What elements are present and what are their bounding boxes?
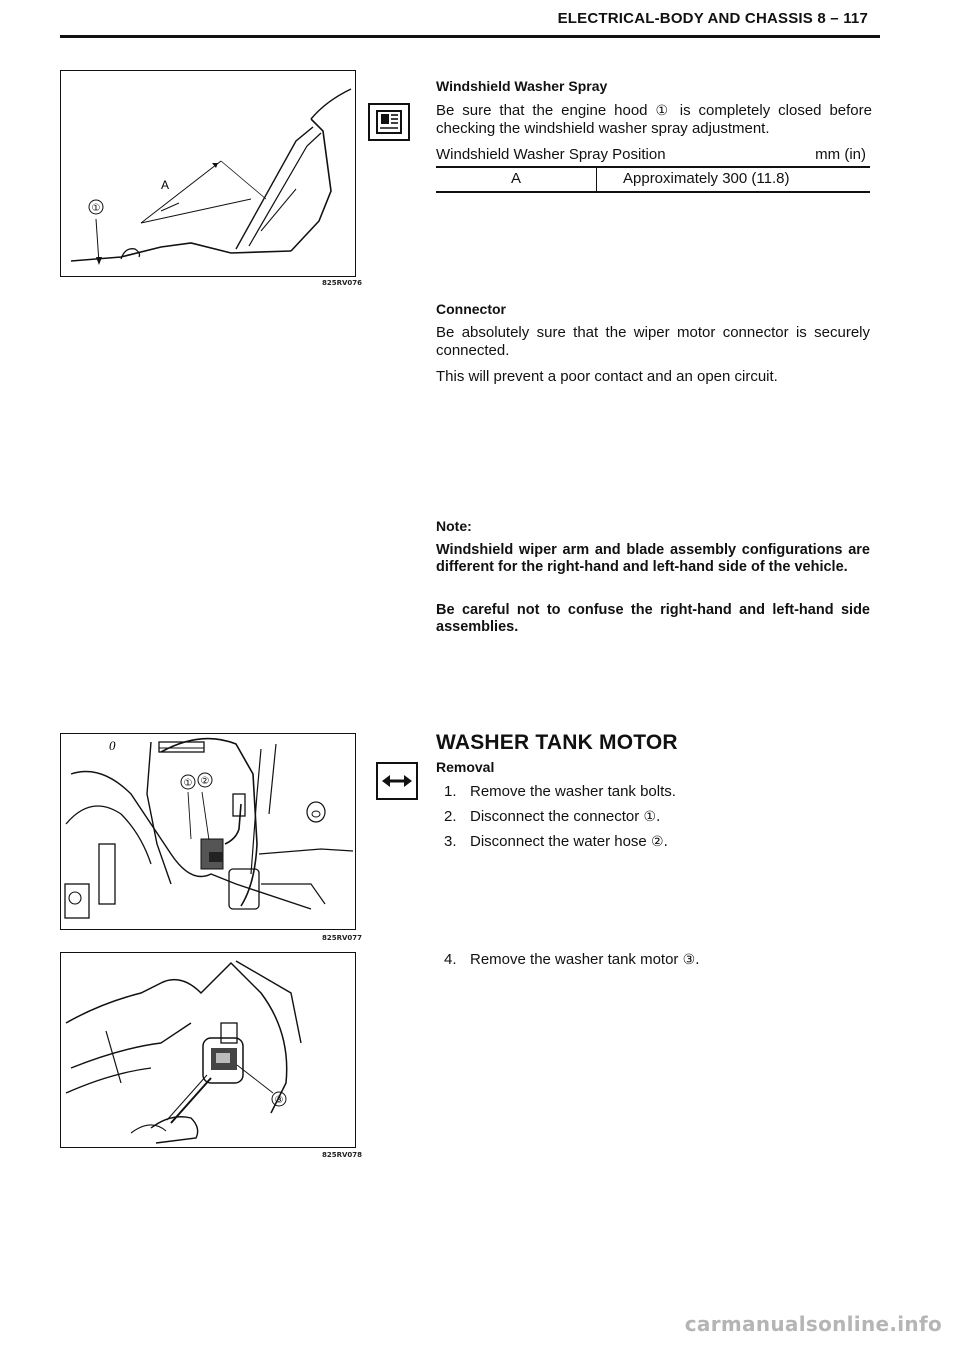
fig2-label-o: 0 [109,738,116,753]
fig1-label-a: A [161,178,170,192]
inspection-icon [368,103,410,141]
spray-table-unit: mm (in) [815,146,866,163]
step-4-number: 4. [444,951,457,968]
washer-section-title: WASHER TANK MOTOR [436,731,678,754]
removal-arrows-icon [376,762,418,800]
spray-paragraph [436,102,872,138]
step-1-text: Remove the washer tank bolts. [470,783,676,800]
note-paragraph-1: Windshield wiper arm and blade assembly configurations are different for the right-hand and left-hand side of the vehicle. [436,542,870,575]
step-4-text: Remove the washer tank motor [470,951,679,968]
hood-ref: ① [655,103,672,119]
step-2-ref: ①. [643,809,661,825]
figure-code: 825RV076 [322,279,363,287]
fig3-callout-3: ③ [274,1095,284,1106]
washer-tank-diagram [61,734,355,929]
spray-table-value: Approximately 300 (11.8) [623,170,790,187]
connector-heading: Connector [436,301,506,317]
figure-code: 825RV077 [322,934,363,942]
step-1-number: 1. [444,783,457,800]
spray-text-after: is completely closed before checking the windshield washer spray adjustment. [436,102,872,137]
figure-code: 825RV078 [322,1151,363,1159]
motor-removal-diagram [61,953,355,1147]
note-heading: Note: [436,518,472,534]
spray-heading: Windshield Washer Spray [436,78,608,94]
step-2 [444,808,660,826]
site-footer: carmanualsonline.info [684,1312,942,1336]
connector-paragraph-2: This will prevent a poor contact and an open circuit. [436,368,778,385]
fig1-callout-1: ① [91,203,101,214]
step-4-ref: ③. [682,952,700,968]
spray-table-key: A [436,168,597,191]
step-3-number: 3. [444,833,457,850]
fig2-callout-2: ② [200,776,210,787]
spray-table [436,146,870,193]
figure-washer-spray [60,70,356,277]
connector-paragraph-1: Be absolutely sure that the wiper motor connector is securely connected. [436,324,870,359]
step-2-number: 2. [444,808,457,825]
spray-table-header [436,146,870,168]
spray-table-row [436,168,870,193]
figure-washer-tank [60,733,356,930]
removal-heading: Removal [436,759,495,775]
washer-spray-diagram [61,71,355,276]
header-rule [60,35,880,38]
page-header-title: ELECTRICAL-BODY AND CHASSIS 8 – 117 [557,10,868,27]
step-3-ref: ②. [650,834,668,850]
fig2-callout-1: ① [183,778,193,789]
step-3 [444,833,668,851]
note-paragraph-2: Be careful not to confuse the right-hand and left-hand side assemblies. [436,602,870,635]
step-1 [444,783,676,801]
step-2-text: Disconnect the connector [470,808,640,825]
step-4 [444,951,700,969]
step-3-text: Disconnect the water hose [470,833,647,850]
spray-text-before: Be sure that the engine hood [436,102,648,119]
figure-motor-removal [60,952,356,1148]
spray-table-title: Windshield Washer Spray Position [436,146,666,163]
